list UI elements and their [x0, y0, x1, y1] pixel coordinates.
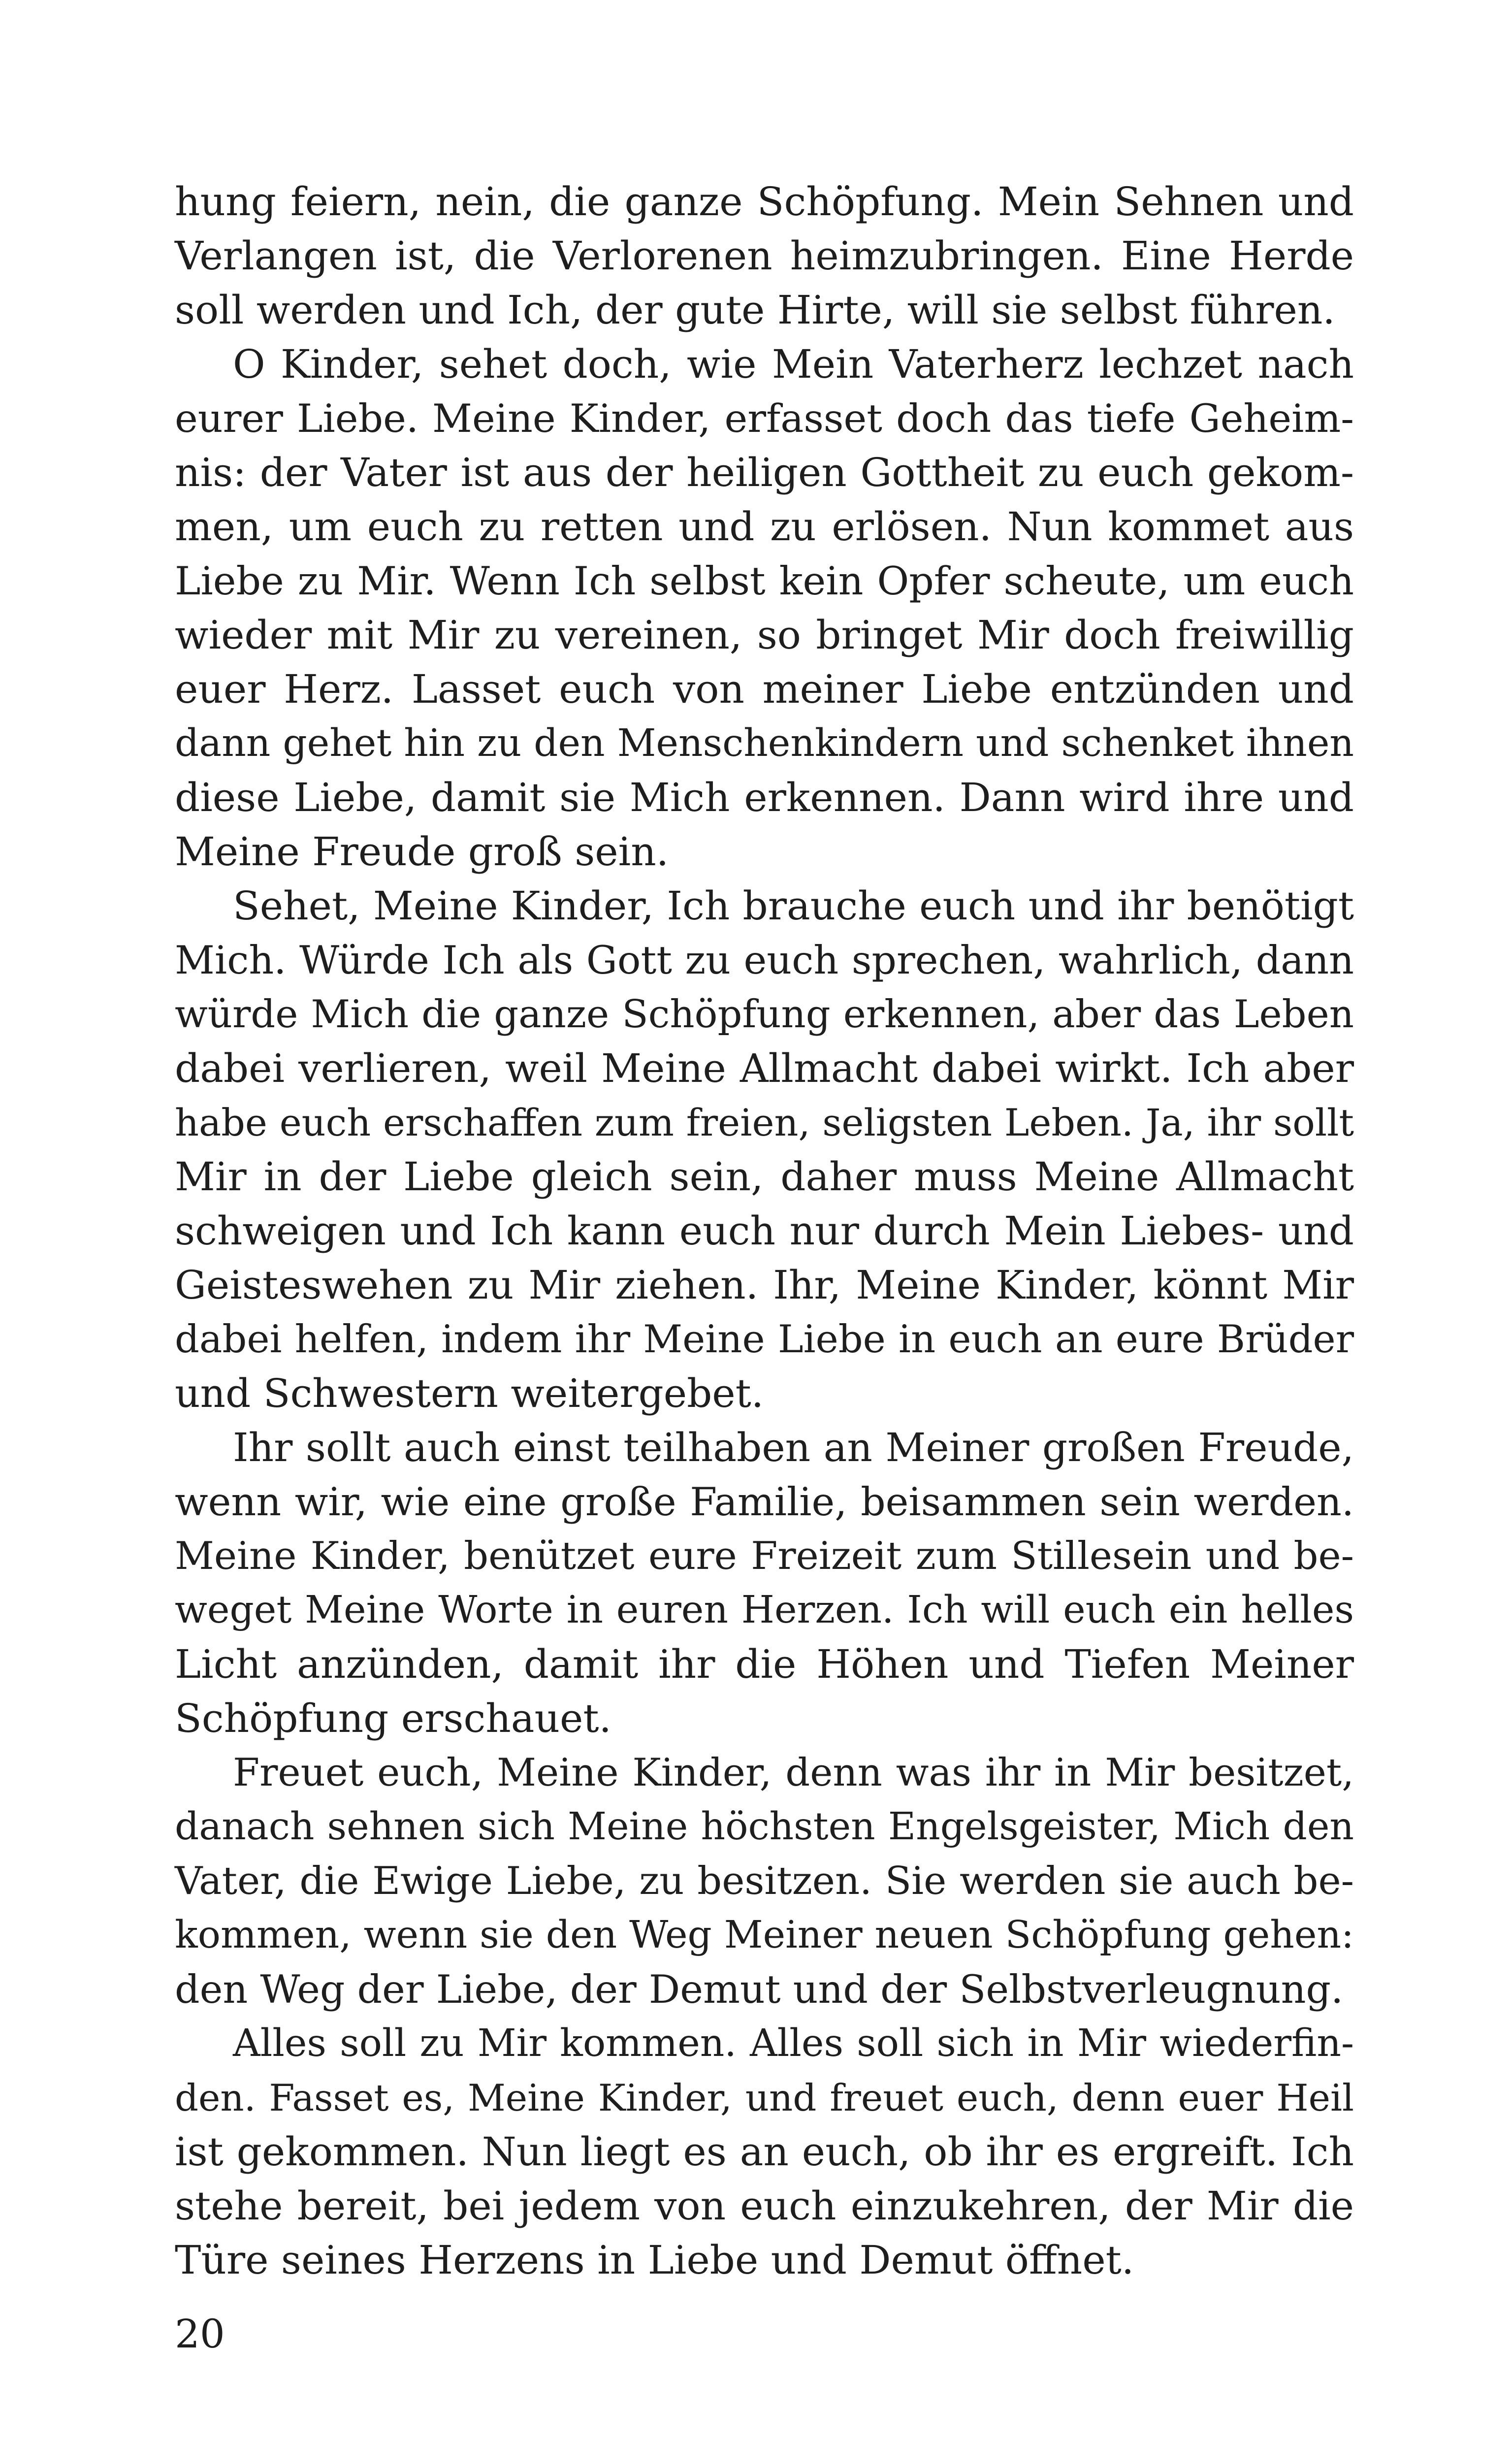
- text-line: kommen, wenn sie den Weg Meiner neuen Schöpfung gehen:: [175, 1913, 1354, 1957]
- text-line: dabei helfen, indem ihr Meine Liebe in euch an eure Brüder: [175, 1317, 1354, 1362]
- text-line: Vater, die Ewige Liebe, zu besitzen. Sie werden sie auch be-: [175, 1859, 1354, 1903]
- text-line: hung feiern, nein, die ganze Schöpfung. Mein Sehnen und: [175, 179, 1354, 225]
- text-line: und Schwestern weitergebet.: [175, 1370, 764, 1416]
- text-line: stehe bereit, bei jedem von euch einzukehren, der Mir die: [175, 2183, 1354, 2229]
- text-line: wenn wir, wie eine große Familie, beisammen sein werden.: [175, 1479, 1354, 1525]
- body-text: [175, 175, 1354, 2287]
- text-line: ist gekommen. Nun liegt es an euch, ob ihr es ergreift. Ich: [175, 2129, 1354, 2175]
- text-line: eurer Liebe. Meine Kinder, erfasset doch das tiefe Geheim-: [175, 396, 1354, 441]
- text-line: Türe seines Herzens in Liebe und Demut öffnet.: [175, 2237, 1134, 2283]
- text-line: schweigen und Ich kann euch nur durch Mein Liebes- und: [175, 1208, 1354, 1254]
- page-number: 20: [175, 2311, 225, 2357]
- paragraph: [175, 337, 1354, 879]
- paragraph: [175, 2017, 1354, 2287]
- text-line: euer Herz. Lasset euch von meiner Liebe entzünden und: [175, 666, 1354, 712]
- text-line: Freuet euch, Meine Kinder, denn was ihr in Mir besitzet,: [233, 1751, 1354, 1795]
- text-line: Verlangen ist, die Verlorenen heimzubringen. Eine Herde: [175, 233, 1354, 279]
- text-line: Schöpfung erschauet.: [175, 1695, 611, 1741]
- text-line: den Weg der Liebe, der Demut und der Selbstverleugnung.: [175, 1967, 1344, 2012]
- text-line: danach sehnen sich Meine höchsten Engelsgeister, Mich den: [175, 1805, 1354, 1849]
- text-line: men, um euch zu retten und zu erlösen. Nun kommet aus: [175, 504, 1354, 550]
- text-line: dabei verlieren, weil Meine Allmacht dabei wirkt. Ich aber: [175, 1045, 1354, 1091]
- paragraph: [175, 879, 1354, 1421]
- text-line: Licht anzünden, damit ihr die Höhen und Tiefen Meiner: [175, 1641, 1354, 1687]
- text-line: wieder mit Mir zu vereinen, so bringet Mir doch freiwillig: [175, 612, 1354, 658]
- text-line: diese Liebe, damit sie Mich erkennen. Dann wird ihre und: [175, 775, 1354, 820]
- text-line: den. Fasset es, Meine Kinder, und freuet euch, denn euer Heil: [175, 2076, 1354, 2119]
- paragraph: [175, 1421, 1354, 1746]
- paragraph: [175, 1746, 1354, 2017]
- text-line: Mir in der Liebe gleich sein, daher muss Meine Allmacht: [175, 1154, 1354, 1200]
- text-line: würde Mich die ganze Schöpfung erkennen, aber das Leben: [175, 992, 1354, 1037]
- text-line: O Kinder, sehet doch, wie Mein Vaterherz lechzet nach: [233, 341, 1354, 387]
- text-line: habe euch erschaffen zum freien, seligsten Leben. Ja, ihr sollt: [175, 1101, 1354, 1144]
- text-line: Sehet, Meine Kinder, Ich brauche euch und ihr benötigt: [233, 883, 1354, 929]
- text-line: weget Meine Worte in euren Herzen. Ich will euch ein helles: [175, 1588, 1354, 1632]
- text-line: nis: der Vater ist aus der heiligen Gottheit zu euch gekom-: [175, 450, 1354, 495]
- text-line: Alles soll zu Mir kommen. Alles soll sich in Mir wiederfin-: [233, 2021, 1354, 2065]
- text-line: Mich. Würde Ich als Gott zu euch sprechen, wahrlich, dann: [175, 938, 1354, 983]
- text-line: Geisteswehen zu Mir ziehen. Ihr, Meine Kinder, könnt Mir: [175, 1262, 1354, 1308]
- text-line: Liebe zu Mir. Wenn Ich selbst kein Opfer scheute, um euch: [175, 558, 1354, 604]
- text-line: soll werden und Ich, der gute Hirte, will sie selbst führen.: [175, 287, 1335, 333]
- text-line: dann gehet hin zu den Menschenkindern und schenket ihnen: [175, 721, 1354, 765]
- paragraph: [175, 175, 1354, 337]
- text-line: Meine Freude groß sein.: [175, 829, 669, 875]
- text-line: Ihr sollt auch einst teilhaben an Meiner großen Freude,: [233, 1425, 1354, 1470]
- text-line: Meine Kinder, benützet eure Freizeit zum Stillesein und be-: [175, 1534, 1354, 1578]
